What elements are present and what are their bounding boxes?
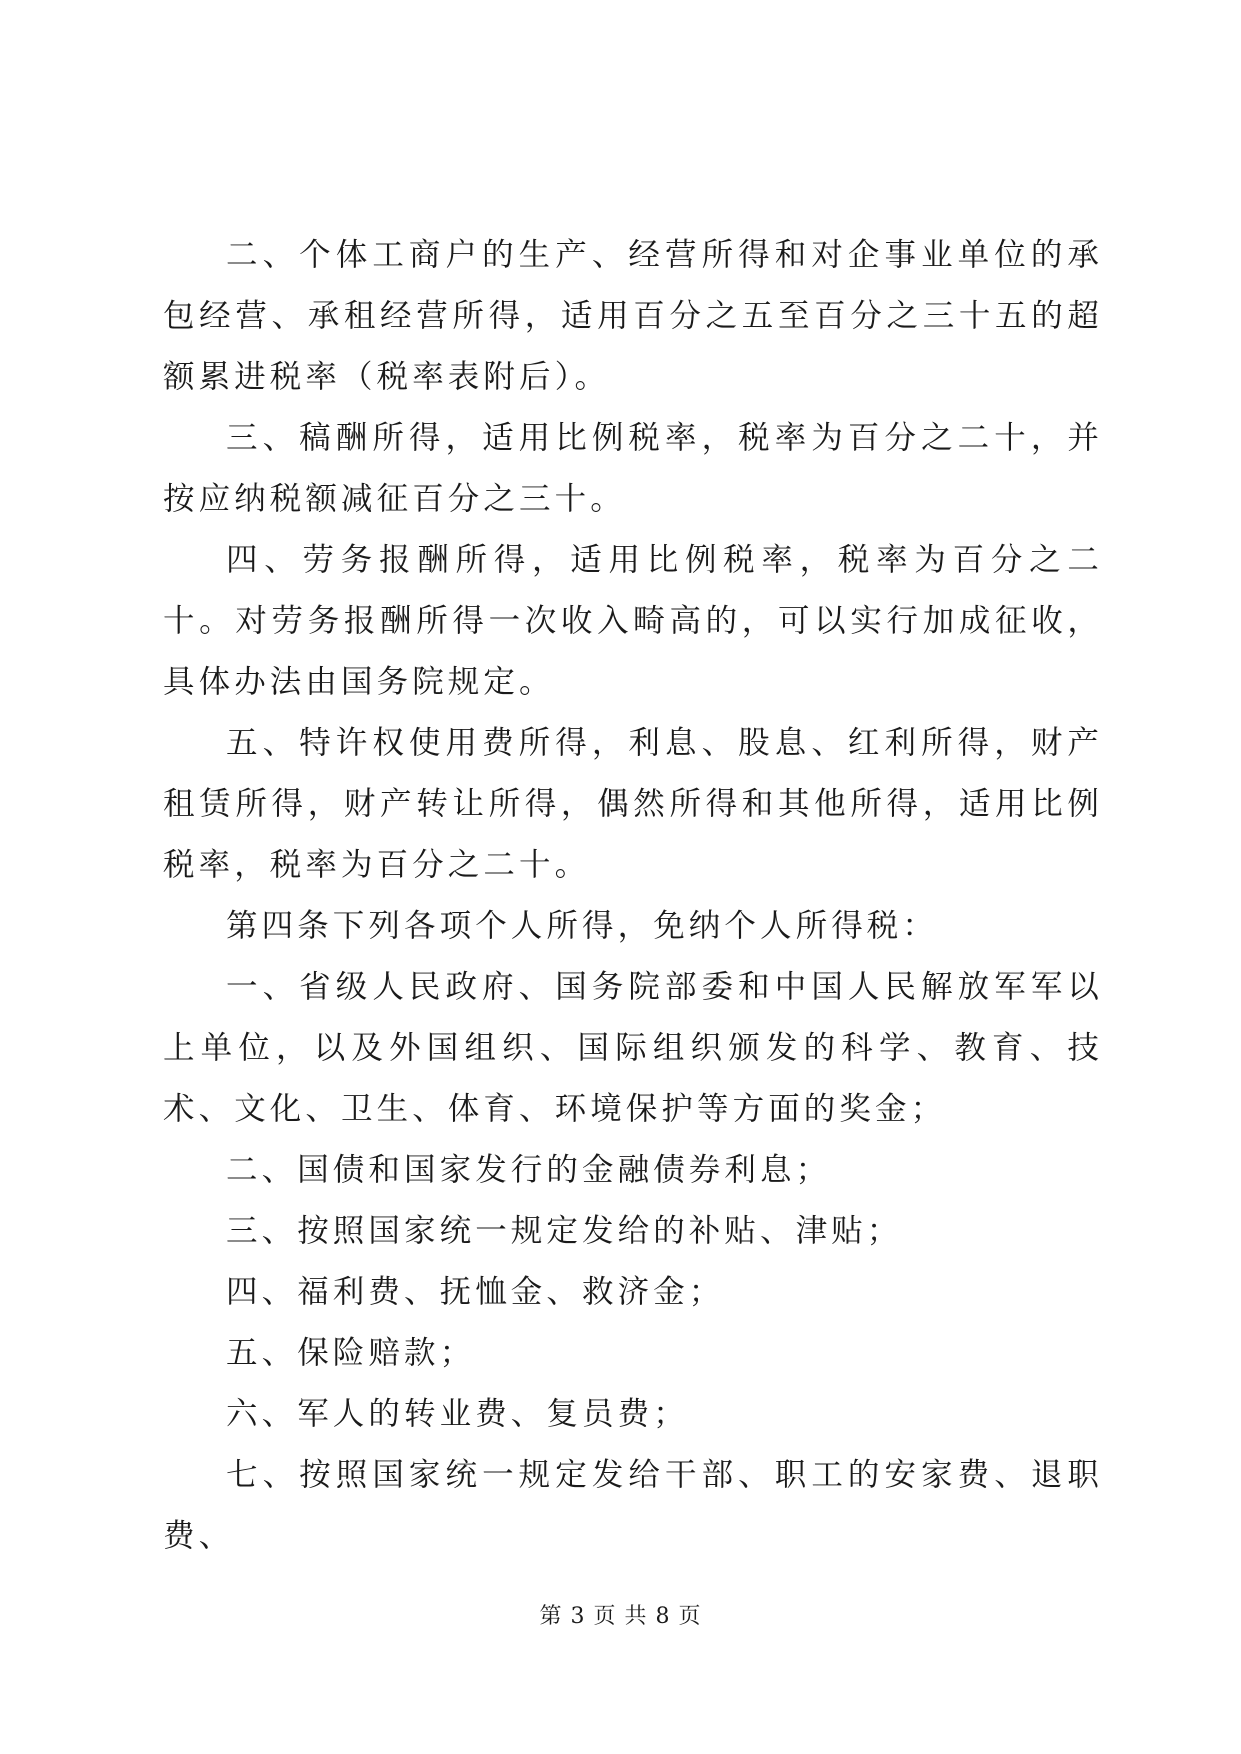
paragraph-6: 一、省级人民政府、国务院部委和中国人民解放军军以上单位，以及外国组织、国际组织颁发的科学、教育、技术、文化、卫生、体育、环境保护等方面的奖金； [163, 969, 1103, 1127]
paragraph-12: 七、按照国家统一规定发给干部、职工的安家费、退职费、 [163, 1457, 1103, 1554]
paragraph-5: 第四条下列各项个人所得，免纳个人所得税： [226, 908, 939, 944]
document-body [163, 225, 1103, 1567]
paragraph-2: 三、稿酬所得，适用比例税率，税率为百分之二十，并按应纳税额减征百分之三十。 [163, 420, 1103, 517]
paragraph-7: 二、国债和国家发行的金融债券利息； [226, 1152, 832, 1188]
paragraph-4: 五、特许权使用费所得，利息、股息、红利所得，财产租赁所得，财产转让所得，偶然所得和其他所得，适用比例税率，税率为百分之二十。 [163, 725, 1103, 883]
paragraph-8: 三、按照国家统一规定发给的补贴、津贴； [226, 1213, 903, 1249]
paragraph-1: 二、个体工商户的生产、经营所得和对企事业单位的承包经营、承租经营所得，适用百分之五至百分之三十五的超额累进税率（税率表附后）。 [163, 237, 1103, 395]
paragraph-3: 四、劳务报酬所得，适用比例税率，税率为百分之二十。对劳务报酬所得一次收入畸高的，可以实行加成征收，具体办法由国务院规定。 [163, 542, 1103, 700]
paragraph-9: 四、福利费、抚恤金、救济金； [226, 1274, 725, 1310]
page-number-footer: 第 3 页 共 8 页 [539, 1604, 702, 1629]
paragraph-10: 五、保险赔款； [226, 1335, 476, 1371]
paragraph-11: 六、军人的转业费、复员费； [226, 1396, 689, 1432]
